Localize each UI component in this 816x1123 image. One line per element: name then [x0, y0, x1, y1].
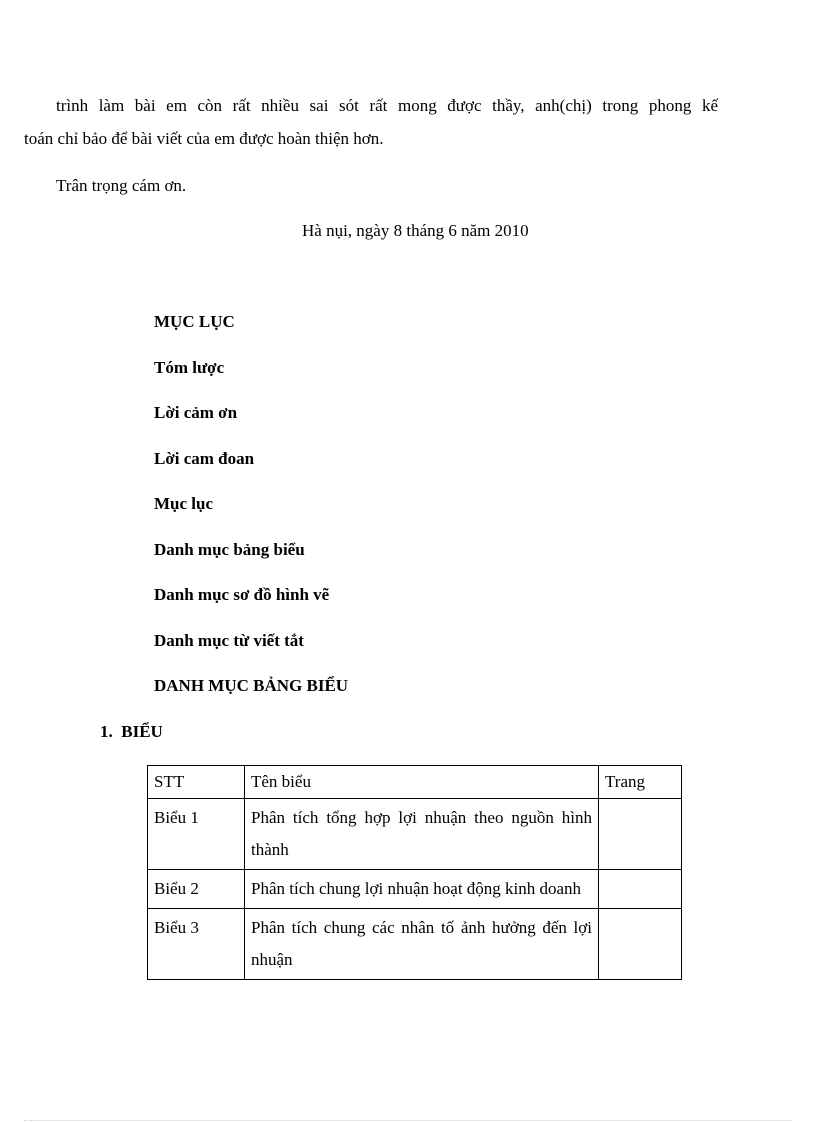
- column-header: STT: [148, 766, 245, 799]
- toc-item: Lời cam đoan: [154, 449, 255, 468]
- toc-heading: MỤC LỤC: [154, 312, 235, 331]
- table-cell-page: [599, 909, 682, 980]
- table-row: [148, 909, 682, 980]
- toc-item: Danh mục bảng biểu: [154, 540, 305, 559]
- subsection-number: 1.: [100, 722, 113, 741]
- section-heading: DANH MỤC BẢNG BIỂU: [154, 676, 349, 695]
- table-cell-name: Phân tích chung lợi nhuận hoạt động kinh doanh: [245, 870, 599, 909]
- table-row: [148, 799, 682, 870]
- toc-item: Danh mục sơ đồ hình vẽ: [154, 585, 330, 604]
- table-cell-stt: Biểu 1: [148, 799, 245, 870]
- paragraph-line-2: toán chỉ bảo để bài viết của em được hoàn thiện hơn.: [24, 129, 384, 148]
- subsection-heading: [100, 722, 163, 742]
- table-cell-stt: Biểu 2: [148, 870, 245, 909]
- column-header: Trang: [599, 766, 682, 799]
- column-header: Tên biểu: [245, 766, 599, 799]
- table-row: [148, 870, 682, 909]
- toc-item: Danh mục từ viết tắt: [154, 631, 304, 650]
- table-cell-page: [599, 799, 682, 870]
- table-cell-name: Phân tích chung các nhân tố ảnh hưởng đến lợi nhuận: [245, 909, 599, 980]
- page-divider: [24, 1120, 792, 1121]
- toc-item: Mục lục: [154, 494, 214, 513]
- toc-item: Tóm lược: [154, 358, 225, 377]
- thanks-text: Trân trọng cám ơn.: [56, 176, 187, 195]
- subsection-title: BIỂU: [121, 722, 163, 741]
- table-cell-name: Phân tích tổng hợp lợi nhuận theo nguồn hình thành: [245, 799, 599, 870]
- table-cell-stt: Biểu 3: [148, 909, 245, 980]
- paragraph-line-1: trình làm bài em còn rất nhiều sai sót rất mong được thầy, anh(chị) trong phong kế: [56, 96, 718, 115]
- table-header-row: [148, 766, 682, 799]
- date-line: Hà nụi, ngày 8 tháng 6 năm 2010: [302, 221, 529, 240]
- table-cell-page: [599, 870, 682, 909]
- toc-item: Lời cảm ơn: [154, 403, 238, 422]
- table: [147, 765, 682, 980]
